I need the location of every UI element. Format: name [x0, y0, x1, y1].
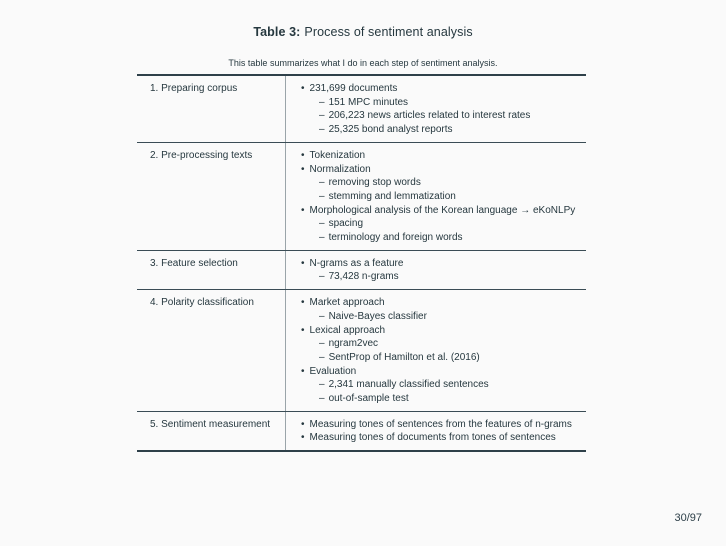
detail-cell: [285, 251, 586, 289]
process-table: [137, 74, 586, 452]
bullet-icon: •: [301, 163, 305, 175]
bullet-icon: •: [301, 324, 305, 336]
detail-cell: [285, 290, 586, 411]
sub-text: ngram2vec: [328, 338, 379, 350]
sub-item: [301, 378, 582, 392]
bullet-icon: •: [301, 297, 305, 309]
dash-icon: –: [319, 177, 325, 189]
sub-text: spacing: [328, 218, 364, 230]
sub-item: [301, 351, 582, 365]
detail-cell: [285, 412, 586, 450]
bullet-icon: •: [301, 365, 305, 377]
bullet-item: [301, 204, 582, 218]
bullet-text: Tokenization: [309, 149, 366, 161]
sub-text: stemming and lemmatization: [328, 190, 456, 202]
step-label: 5. Sentiment measurement: [150, 418, 271, 430]
bullet-text: Normalization: [309, 163, 371, 175]
bullet-text: Morphological analysis of the Korean language → eKoNLPy: [309, 204, 576, 216]
dash-icon: –: [319, 218, 325, 230]
sub-item: [301, 123, 582, 137]
table-row: [137, 142, 586, 250]
sub-text: 2,341 manually classified sentences: [328, 379, 489, 391]
slide-title: [0, 25, 726, 39]
sub-item: [301, 270, 582, 284]
bullet-text: N-grams as a feature: [309, 257, 404, 269]
detail-cell: [285, 143, 586, 250]
sub-item: [301, 337, 582, 351]
bullet-item: [301, 149, 582, 163]
dash-icon: –: [319, 393, 325, 405]
dash-icon: –: [319, 110, 325, 122]
step-label: 2. Pre-processing texts: [150, 149, 253, 161]
sub-text: removing stop words: [328, 177, 421, 189]
bullet-icon: •: [301, 149, 305, 161]
bullet-text: 231,699 documents: [309, 83, 398, 94]
sub-item: [301, 231, 582, 245]
sub-text: 206,223 news articles related to interest rates: [328, 110, 531, 122]
step-label: 4. Polarity classification: [150, 297, 254, 309]
sub-text: 73,428 n-grams: [328, 271, 399, 283]
bullet-item: [301, 324, 582, 338]
bullet-text: Lexical approach: [309, 324, 386, 336]
bullet-icon: •: [301, 83, 305, 94]
sub-text: out-of-sample test: [328, 393, 409, 405]
dash-icon: –: [319, 96, 325, 108]
dash-icon: –: [319, 190, 325, 202]
sub-item: [301, 217, 582, 231]
sub-item: [301, 96, 582, 110]
sub-item: [301, 176, 582, 190]
step-label: 1. Preparing corpus: [150, 83, 238, 94]
bullet-text: Measuring tones of sentences from the features of n-grams: [309, 418, 572, 430]
sub-text: terminology and foreign words: [328, 232, 463, 244]
bullet-icon: •: [301, 204, 305, 216]
bullet-icon: •: [301, 418, 305, 430]
bullet-item: [301, 431, 582, 445]
sub-item: [301, 392, 582, 406]
bullet-icon: •: [301, 432, 305, 444]
bullet-item: [301, 257, 582, 271]
bullet-text: Measuring tones of documents from tones of sentences: [309, 432, 556, 444]
sub-item: [301, 310, 582, 324]
table-caption-text: Process of sentiment analysis: [304, 25, 473, 39]
bullet-item: [301, 296, 582, 310]
dash-icon: –: [319, 379, 325, 391]
dash-icon: –: [319, 351, 325, 363]
table-row: [137, 289, 586, 411]
dash-icon: –: [319, 310, 325, 322]
sub-text: 25,325 bond analyst reports: [328, 124, 453, 136]
sub-item: [301, 190, 582, 204]
bullet-icon: •: [301, 257, 305, 269]
step-label: 3. Feature selection: [150, 257, 238, 269]
bullet-text: Evaluation: [309, 365, 357, 377]
table-caption-label: Table 3:: [253, 25, 301, 39]
page-number: 30/97: [674, 512, 702, 524]
sub-item: [301, 109, 582, 123]
bullet-item: [301, 365, 582, 379]
bullet-text: Market approach: [309, 297, 385, 309]
dash-icon: –: [319, 271, 325, 283]
dash-icon: –: [319, 124, 325, 136]
table-row: [137, 250, 586, 289]
sub-text: 151 MPC minutes: [328, 96, 409, 108]
slide-subtitle: This table summarizes what I do in each step of sentiment analysis.: [228, 58, 498, 68]
table-row: [137, 411, 586, 450]
table-row: [137, 76, 586, 142]
detail-cell: [285, 76, 586, 142]
dash-icon: –: [319, 338, 325, 350]
bullet-item: [301, 163, 582, 177]
sub-text: Naive-Bayes classifier: [328, 310, 427, 322]
bullet-item: [301, 82, 582, 96]
bullet-item: [301, 418, 582, 432]
dash-icon: –: [319, 232, 325, 244]
sub-text: SentProp of Hamilton et al. (2016): [328, 351, 480, 363]
